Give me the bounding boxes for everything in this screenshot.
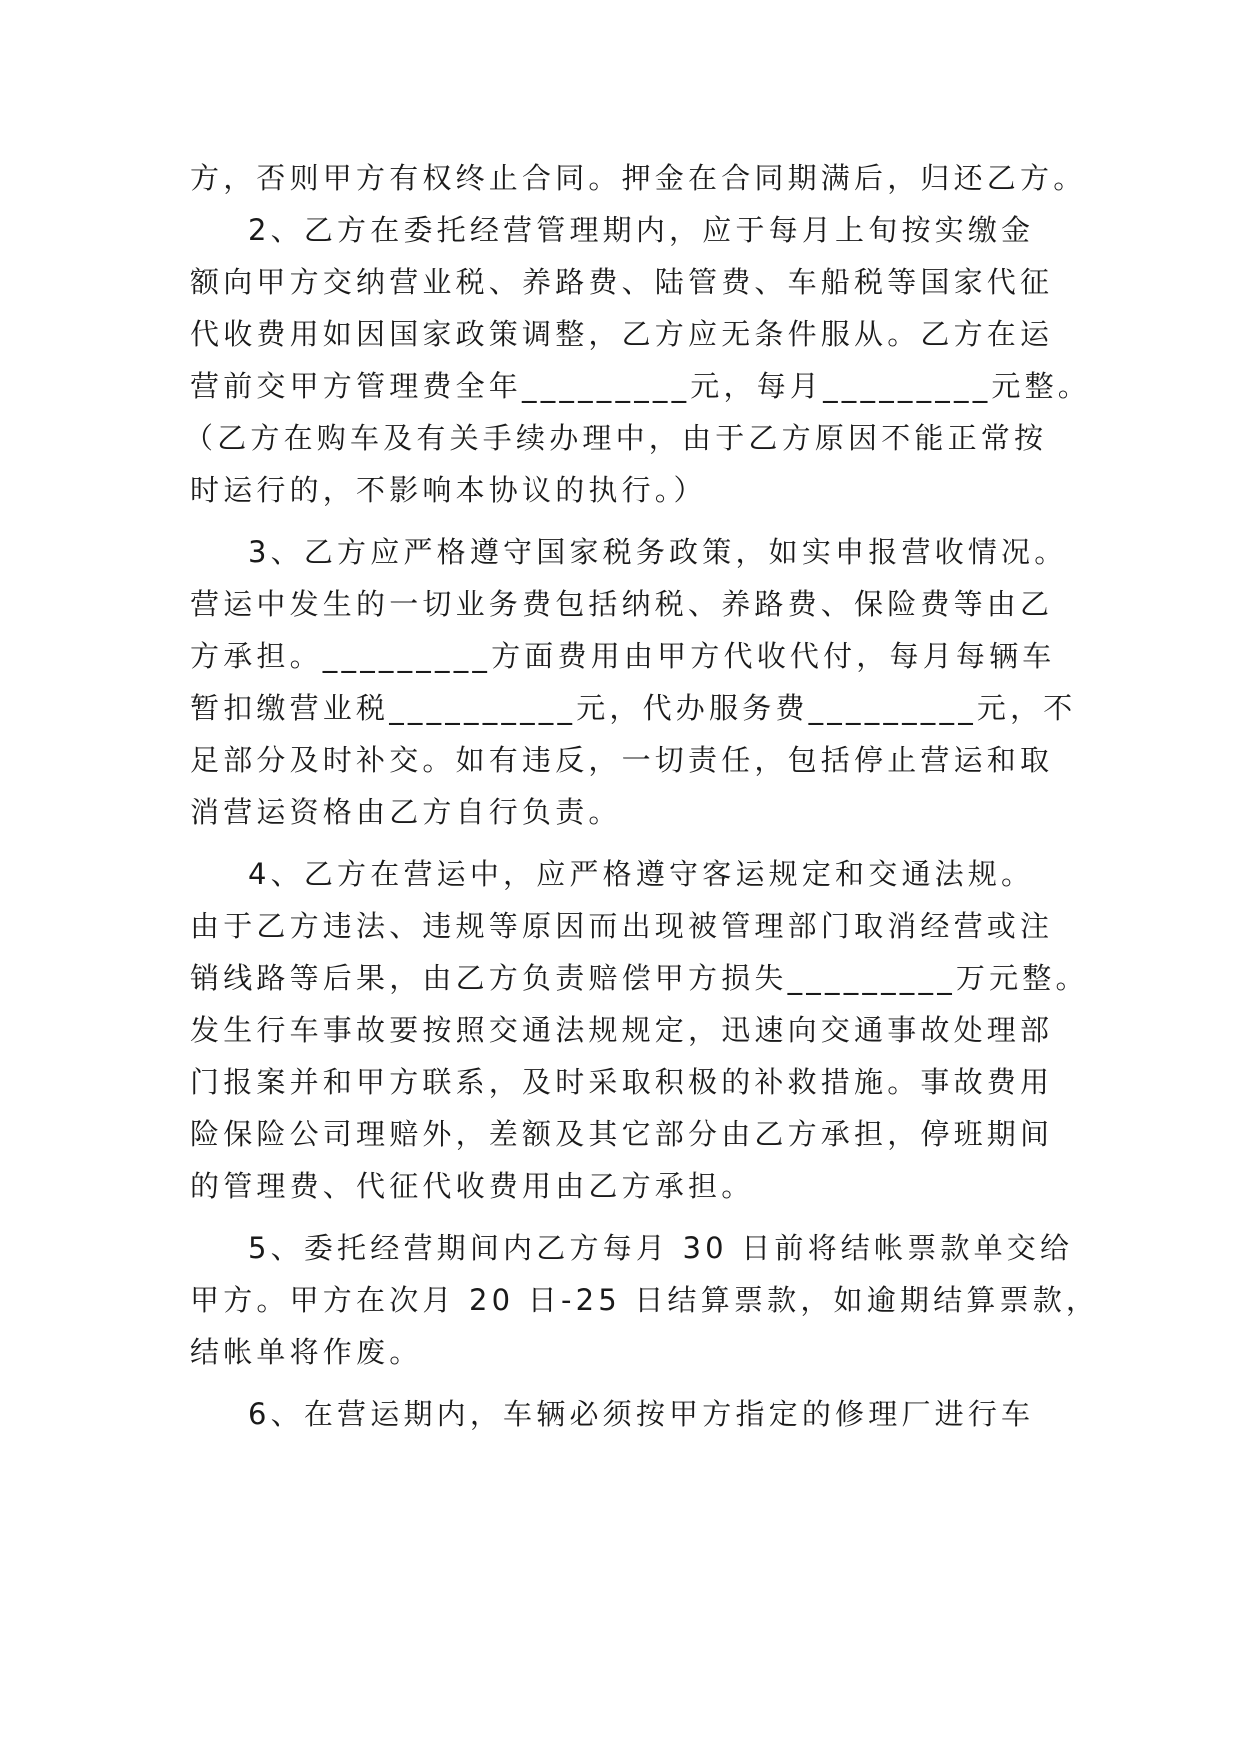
text-line: （乙方在购车及有关手续办理中，由于乙方原因不能正常按 (184, 421, 1048, 455)
text-line: 营前交甲方管理费全年_________元，每月_________元整。 (190, 369, 1092, 403)
text-line: 3、乙方应严格遵守国家税务政策，如实申报营收情况。 (248, 535, 1068, 569)
text-line: 2、乙方在委托经营管理期内，应于每月上旬按实缴金 (248, 213, 1035, 247)
text-line: 门报案并和甲方联系，及时采取积极的补救措施。事故费用 (190, 1065, 1054, 1099)
text-line: 代收费用如因国家政策调整，乙方应无条件服从。乙方在运 (190, 317, 1054, 351)
text-line: 结帐单将作废。 (190, 1335, 423, 1369)
text-line: 方承担。_________方面费用由甲方代收代付，每月每辆车 (190, 639, 1056, 673)
text-line: 方，否则甲方有权终止合同。押金在合同期满后，归还乙方。 (190, 161, 1087, 195)
text-line: 险保险公司理赔外，差额及其它部分由乙方承担，停班期间 (190, 1117, 1054, 1151)
text-line: 销线路等后果，由乙方负责赔偿甲方损失_________万元整。 (190, 961, 1089, 995)
text-line: 由于乙方违法、违规等原因而出现被管理部门取消经营或注 (190, 909, 1054, 943)
text-line: 5、委托经营期间内乙方每月 30 日前将结帐票款单交给 (248, 1231, 1074, 1265)
text-line: 营运中发生的一切业务费包括纳税、养路费、保险费等由乙 (190, 587, 1054, 621)
text-line: 额向甲方交纳营业税、养路费、陆管费、车船税等国家代征 (190, 265, 1054, 299)
text-line: 6、在营运期内，车辆必须按甲方指定的修理厂进行车 (248, 1397, 1035, 1431)
text-line: 发生行车事故要按照交通法规规定，迅速向交通事故处理部 (190, 1013, 1054, 1047)
text-line: 时运行的，不影响本协议的执行。） (190, 473, 707, 507)
text-line: 的管理费、代征代收费用由乙方承担。 (190, 1169, 755, 1203)
text-line: 甲方。甲方在次月 20 日-25 日结算票款，如逾期结算票款， (190, 1283, 1100, 1317)
text-line: 暂扣缴营业税__________元，代办服务费_________元，不 (190, 691, 1077, 725)
text-line: 4、乙方在营运中，应严格遵守客运规定和交通法规。 (248, 857, 1035, 891)
text-line: 足部分及时补交。如有违反，一切责任，包括停止营运和取 (190, 743, 1054, 777)
text-line: 消营运资格由乙方自行负责。 (190, 795, 622, 829)
